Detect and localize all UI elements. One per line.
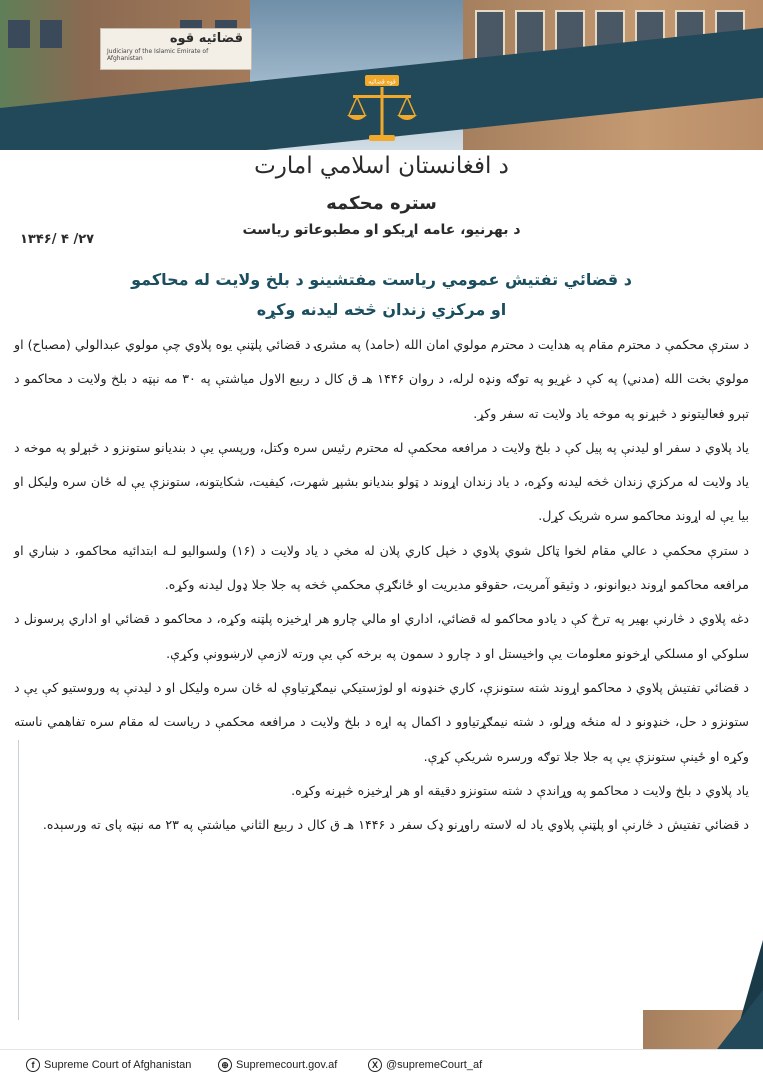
paragraph: ياد پلاوي د بلخ ولايت د محاکمو په وړاندې د شته ستونزو دقيقه او هر اړخيزه څېړنه وکړه. [291, 782, 749, 798]
window [475, 10, 505, 60]
org-name: ستره محکمه [326, 193, 437, 214]
paragraph: د سترې محکمې د عالي مقام لخوا ټاکل شوي پلاوي د خپل کاري پلان له مخې د ياد ولايت د (۱۶) ولسواليو لـه ابتدائيه محاکمو، د ښاري او مرافعه محاکمو اړوند ديوانونو، د وثيقو آمريت، حقوقو مديريت او ځانګړې محکمې څخه په جلا جلا ډول ليدنه وکړه. [14, 542, 749, 593]
paragraph: د قضائي تفتيش د څارنې او پلټنې پلاوي ياد له لاسته راوړنو ډک سفر د ۱۴۴۶ هـ ق کال د ربيع الثاني مياشتې په ۲۳ مه نېټه پای ته ورسېده. [42, 817, 749, 833]
sign-text: قضائیه قوه [169, 31, 243, 46]
footer-website[interactable] [218, 1058, 337, 1072]
footer-twitter[interactable] [368, 1058, 482, 1072]
twitter-label: @supremeCourt_af [386, 1059, 483, 1071]
document-body [14, 328, 749, 842]
footer [0, 1049, 763, 1080]
paragraph: دغه پلاوي د څارنې بهير په ترڅ کې د يادو محاکمو له قضائي، اداري او مالي چارو هر اړخيزه پلټنه وکړه، د محاکمو د قضائي او اداري پرسونل د سلوکي او مسلکي اړخونو معلومات يې واخيستل او د چارو د سمون په برخه کې يې ورته لازمې لارښوونې وکړې. [14, 611, 749, 661]
footer-facebook[interactable] [26, 1058, 191, 1072]
facebook-icon: f [26, 1058, 40, 1072]
title-line-2: او مرکزي زندان څخه ليدنه وکړه [256, 300, 507, 319]
emblem-label: قوه قضائیه [368, 78, 396, 86]
window [40, 20, 62, 48]
globe-icon: ⊕ [218, 1058, 232, 1072]
scales-of-justice-icon [345, 75, 419, 145]
sign-subtext: Judiciary of the Islamic Emirate of Afghanistan [107, 48, 209, 62]
title-line-1: د قضائي تفتيش عمومي رياست مفتشينو د بلخ ولايت له محاکمو [131, 270, 632, 289]
department-name: د بهرنيو، عامه اړیکو او مطبوعاتو رياست [242, 222, 521, 238]
court-sign [100, 28, 252, 70]
document-date: ۱۳۴۶/ ۴ /۲۷ [20, 232, 95, 247]
org-calligraphy: د افغانستان اسلامي امارت [254, 153, 509, 179]
website-label: Supremecourt.gov.af [236, 1059, 338, 1071]
paragraph: د سترې محکمې د محترم مقام په هدايت د محترم مولوي امان الله (حامد) په مشرۍ د قضائي پلټنې يوه پلاوي چې مولوي عبدالولي (مصباح) او مولوي بخت الله (مدني) په کې د غړيو په توګه ونډه لرله، د روان ۱۴۴۶ هـ ق کال د ربيع الاول مياشتې په ۳۰ مه نېټه د بلخ ولايت د محاکمو د تېرو فعاليتونو د څېړنو په موخه ياد ولايت ته سفر وکړ. [14, 337, 749, 421]
margin-rule [18, 740, 19, 1020]
paragraph: د قضائي تفتيش پلاوي د محاکمو اړوند شته ستونزې، کاري خنډونه او لوژستيکي نيمګړتياوې له ځان سره وليکل او د ليدنې په وروستيو کې يې د ستونزو د حل، خنډونو د له منځه وړلو، د شته نيمګړتياوو د اکمال په اړه د بلخ ولايت د مرافعه محکمې د رياست له مقام سره تفاهمي ناسته وکړه او ځينې ستونزې يې په جلا جلا توګه ورسره شريکې کړې. [14, 679, 749, 764]
x-twitter-icon: X [368, 1058, 382, 1072]
document-title [20, 265, 743, 325]
paragraph: ياد پلاوي د سفر او ليدنې په پيل کې د بلخ ولايت د مرافعه محکمې له محترم رئيس سره وکتل، ورپسې يې د بنديانو ستونزو د څېړلو په موخه د ياد ولايت له مرکزي زندان څخه ليدنه وکړه، د ياد زندان اړوند د ټولو بنديانو بشپړ شهرت، کيفيت، شکايتونه، ستونزې يې له ځان سره وليکل او بيا يې له اړوند محاکمو سره شريک کړل. [14, 439, 749, 524]
window [8, 20, 30, 48]
facebook-label: Supreme Court of Afghanistan [44, 1059, 192, 1071]
